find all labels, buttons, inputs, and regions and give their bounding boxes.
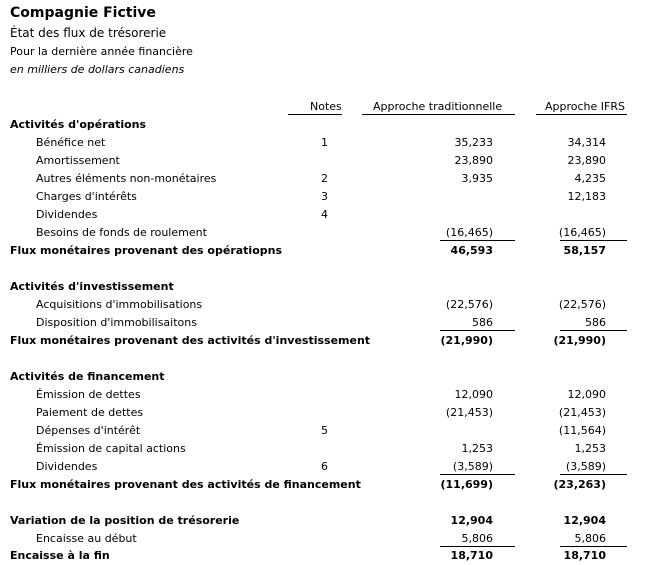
row-label: Émission de dettes [36, 388, 141, 401]
row-label: Encaisse à la fin [10, 549, 110, 562]
row-value-traditional: 1,253 [461, 442, 493, 455]
row-value-ifrs: 34,314 [567, 136, 606, 149]
table-row [0, 440, 645, 458]
row-note: 2 [321, 172, 328, 185]
row-value-traditional: (16,465) [445, 226, 493, 239]
section-operations-heading [0, 116, 645, 134]
company-name: Compagnie Fictive [10, 5, 156, 21]
section-investing-heading [0, 278, 645, 296]
row-value-ifrs: (16,465) [558, 226, 606, 239]
row-label: Dividendes [36, 460, 98, 473]
row-value-traditional: 35,233 [454, 136, 493, 149]
row-value-traditional: (21,453) [445, 406, 493, 419]
row-label: Activités de financement [10, 370, 165, 383]
row-value-ifrs: 23,890 [567, 154, 606, 167]
row-label: Autres éléments non-monétaires [36, 172, 217, 185]
row-label: Flux monétaires provenant des opératiopns [10, 244, 283, 257]
row-value-ifrs: 5,806 [574, 532, 606, 545]
row-value-traditional: 46,593 [450, 244, 493, 257]
row-value-traditional: (21,990) [440, 334, 493, 347]
table-row [0, 134, 645, 152]
row-label: Paiement de dettes [36, 406, 144, 419]
row-label: Besoins de fonds de roulement [36, 226, 207, 239]
table-row [0, 206, 645, 224]
subtotal-row-operations [0, 242, 645, 260]
row-label: Charges d'intérêts [36, 190, 137, 203]
row-value-traditional: (3,589) [452, 460, 493, 473]
row-note: 6 [321, 460, 328, 473]
row-value-traditional: 12,090 [454, 388, 493, 401]
table-row [0, 458, 645, 476]
total-rule-cash-traditional [440, 546, 515, 547]
row-label: Encaisse au début [36, 532, 137, 545]
row-label: Flux monétaires provenant des activités d'investissement [10, 334, 371, 347]
row-value-ifrs: (3,589) [565, 460, 606, 473]
ending-cash-row [0, 547, 645, 565]
row-value-ifrs: (11,564) [558, 424, 606, 437]
row-value-traditional: (22,576) [445, 298, 493, 311]
row-label: Émission de capital actions [36, 442, 186, 455]
table-row [0, 404, 645, 422]
row-note: 1 [321, 136, 328, 149]
table-row [0, 152, 645, 170]
table-row [0, 224, 645, 242]
row-label: Variation de la position de trésorerie [10, 514, 240, 527]
table-row [0, 314, 645, 332]
row-label: Disposition d'immobilisaitons [36, 316, 197, 329]
row-value-ifrs: 12,183 [567, 190, 606, 203]
column-header-traditional: Approche traditionnelle [373, 100, 503, 113]
row-label: Amortissement [36, 154, 120, 167]
subtotal-rule-financing-traditional [440, 474, 515, 475]
section-financing-heading [0, 368, 645, 386]
units-subtitle: en milliers de dollars canadiens [10, 63, 185, 76]
row-value-traditional: 23,890 [454, 154, 493, 167]
header-underline-traditional [362, 114, 515, 115]
header-underline-ifrs [536, 114, 627, 115]
subtotal-row-financing [0, 476, 645, 494]
row-value-ifrs: 4,235 [574, 172, 606, 185]
net-change-row [0, 512, 645, 530]
period-subtitle: Pour la dernière année financière [10, 45, 193, 58]
row-label: Activités d'opérations [10, 118, 147, 131]
row-value-traditional: 586 [472, 316, 493, 329]
row-note: 5 [321, 424, 328, 437]
row-label: Dépenses d'intérêt [36, 424, 141, 437]
row-label: Flux monétaires provenant des activités de financement [10, 478, 361, 491]
row-value-ifrs: (23,263) [553, 478, 606, 491]
statement-title: État des flux de trésorerie [10, 26, 167, 40]
header-underline-notes [288, 114, 342, 115]
total-rule-cash-ifrs [560, 546, 627, 547]
column-header-ifrs: Approche IFRS [545, 100, 625, 113]
row-value-ifrs: (21,453) [558, 406, 606, 419]
row-label: Dividendes [36, 208, 98, 221]
subtotal-rule-investing-ifrs [560, 330, 627, 331]
row-value-ifrs: 12,090 [567, 388, 606, 401]
row-value-ifrs: 12,904 [563, 514, 606, 527]
table-row [0, 530, 645, 548]
row-value-traditional: 18,710 [450, 549, 493, 562]
table-row [0, 422, 645, 440]
subtotal-rule-investing-traditional [440, 330, 515, 331]
row-value-ifrs: 18,710 [563, 549, 606, 562]
subtotal-rule-financing-ifrs [560, 474, 627, 475]
row-value-traditional: 5,806 [461, 532, 493, 545]
row-note: 4 [321, 208, 328, 221]
subtotal-rule-operations-traditional [440, 240, 515, 241]
row-value-ifrs: (21,990) [553, 334, 606, 347]
row-value-traditional: (11,699) [440, 478, 493, 491]
row-note: 3 [321, 190, 328, 203]
row-value-ifrs: 58,157 [563, 244, 606, 257]
table-row [0, 170, 645, 188]
table-row [0, 188, 645, 206]
subtotal-row-investing [0, 332, 645, 350]
row-label: Acquisitions d'immobilisations [36, 298, 203, 311]
row-label: Activités d'investissement [10, 280, 174, 293]
row-label: Bénéfice net [36, 136, 106, 149]
column-header-notes: Notes [310, 100, 342, 113]
table-row [0, 386, 645, 404]
row-value-ifrs: (22,576) [558, 298, 606, 311]
row-value-ifrs: 1,253 [574, 442, 606, 455]
table-row [0, 296, 645, 314]
row-value-ifrs: 586 [585, 316, 606, 329]
subtotal-rule-operations-ifrs [560, 240, 627, 241]
row-value-traditional: 12,904 [450, 514, 493, 527]
row-value-traditional: 3,935 [461, 172, 493, 185]
